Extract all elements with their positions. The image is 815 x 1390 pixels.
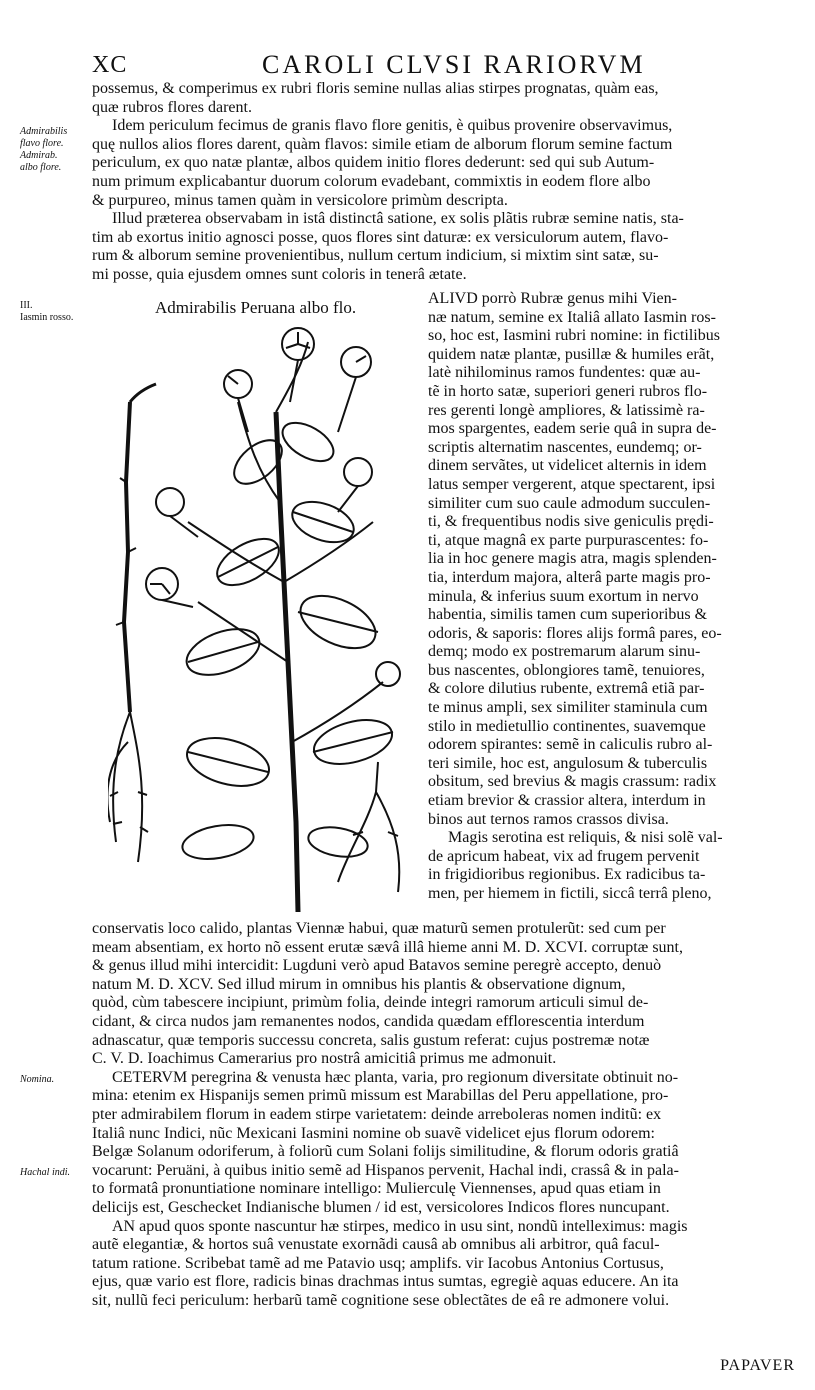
text-line: de apricum habeat, vix ad frugem pervenit <box>428 847 700 865</box>
margin-note-line: Admirabilis <box>20 126 68 137</box>
text-line: Illud præterea observabam in istâ distinctâ satione, ex solis plãtis rubræ semine natis, sta- <box>112 210 684 228</box>
text-line: mina: etenim ex Hispanijs semen primũ missum est Marabillas del Peru appellatione, pro- <box>92 1087 669 1105</box>
text-line: odorem spirantes: semẽ in caliculis rubro al- <box>428 736 713 754</box>
text-line: ALIVD porrò Rubræ genus mihi Vien- <box>428 290 677 307</box>
text-line: tatum ratione. Scribebat tamẽ ad me Patavio usq; amplifs. vir Iacobus Antonius Cortusus, <box>92 1254 664 1272</box>
text-line: tia, interdum majora, alterâ parte magis pro- <box>428 568 711 586</box>
text-line: obsitum, sed brevius & magis crassum: radix <box>428 773 717 791</box>
text-line: latè nihilominus ramos fundentes: quæ au- <box>428 364 701 382</box>
text-line: Italiâ nunc Indici, nũc Mexicani Iasmini nomine ob suavẽ videlicet ejus florum odorem: <box>92 1124 655 1142</box>
page-header <box>92 50 792 84</box>
bottom-text-block <box>92 920 800 1310</box>
text-line: pter admirabilem florum in eadem stirpe varietatem: deinde arreboleras nomen inditũ: ex <box>92 1105 662 1123</box>
text-line: in frigidioribus regionibus. Ex radicibus ta- <box>428 866 706 884</box>
text-line: tẽ in horto satæ, superiori generi rubros flo- <box>428 382 708 400</box>
text-line: etiam brevior & crassior altera, interdum in <box>428 792 706 810</box>
text-line: C. V. D. Ioachimus Camerarius pro nostrâ amicitiâ primus me admonuit. <box>92 1050 557 1068</box>
plant-woodcut-illustration <box>108 322 408 920</box>
text-line: men, per hiemem in fictili, siccâ terrâ pleno, <box>428 885 712 902</box>
text-line: res gerenti longè ampliores, & latissimè ra- <box>428 401 705 419</box>
figure-caption: Admirabilis Peruana albo flo. <box>155 298 357 317</box>
text-line: CETERVM peregrina & venusta hæc planta, varia, pro regionum diversitate obtinuit no- <box>112 1068 679 1086</box>
margin-note-admirabilis <box>20 126 67 174</box>
right-column-text <box>428 290 794 904</box>
text-line: sit, nullũ feci periculum: herbarũ tamẽ cognitione sese oblectãtes de eâ re admonere volui. <box>92 1291 670 1309</box>
text-line: so, hoc est, Iasmini rubri nomine: in fictilibus <box>428 327 720 345</box>
text-line: bus nascentes, oblongiores tamẽ, tenuiores, <box>428 661 705 679</box>
text-line: ti, & frequentibus nodis sive geniculis prędi- <box>428 513 714 531</box>
margin-note-hachal: Hachal indi. <box>20 1167 70 1178</box>
margin-note-line: Iasmin rosso. <box>20 312 74 323</box>
text-line: latus semper vergerent, atque spectarent, ipsi <box>428 475 716 493</box>
text-line: demq; modo ex postremarum alarum sinu- <box>428 643 701 661</box>
margin-note-line: Admirab. <box>20 150 58 161</box>
text-line: & purpureo, minus tamen quàm in versicolore primùm descripta. <box>92 191 508 209</box>
text-line: similiter cum suo caule admodum succulen- <box>428 494 711 512</box>
text-line: stilo in medietullio continentes, suavemque <box>428 717 706 735</box>
text-line: teri simile, hoc est, angulosum & tuberculis <box>428 754 708 772</box>
text-line: minula, & inferius suum exortum in nervo <box>428 587 699 605</box>
text-line: num primum explicabantur duorum colorum evadebant, commixtis in eodem flore albo <box>92 172 651 190</box>
text-line: & genus illud mihi intercidit: Lugduni verò apud Batavos semine peregrè accepto, denuò <box>92 957 662 975</box>
text-line: quę nullos alios flores darent, quàm flavos: simile etiam de alborum florum semine factum <box>92 135 673 153</box>
text-line: meam absentiam, ex horto nõ essent erutæ sævâ illâ hieme anni M. D. XCVI. corruptæ sunt, <box>92 938 683 956</box>
margin-note-nomina: Nomina. <box>20 1074 55 1085</box>
text-line: adnascatur, quæ temporis successu concreta, salis gustum referat: cujus postremæ notæ <box>92 1031 650 1049</box>
text-line: dinem servãtes, ut videlicet alternis in idem <box>428 457 707 475</box>
text-line: AN apud quos sponte nascuntur hæ stirpes, medico in usu sint, nondũ intelleximus: magis <box>112 1217 688 1235</box>
text-line: quòd, cùm tabescere incipiunt, primùm folia, deinde integri ramorum articuli simul de- <box>92 994 649 1012</box>
text-line: cidant, & circa nudos jam remanentes nodos, candida quædam efflorescentia interdum <box>92 1012 645 1030</box>
text-line: binos aut ternos ramos crassos divisa. <box>428 810 669 828</box>
margin-note-line: III. <box>20 300 33 311</box>
text-line: delicijs est, Geschecket Indianische blumen / id est, versicolores Indicos flores nuncupant. <box>92 1198 670 1216</box>
margin-note-iasmin <box>20 300 73 324</box>
top-text-block <box>92 80 792 285</box>
text-line: & colore dilutius rubente, extremâ etiã par- <box>428 680 705 698</box>
text-line: vocarunt: Peruäni, à quibus initio semẽ ad Hispanos pervenit, Hachal indi, crassâ & in pala- <box>92 1161 679 1179</box>
text-line: natum M. D. XCV. Sed illud mirum in omnibus his plantis & observatione dignum, <box>92 975 626 993</box>
margin-note-line: albo flore. <box>20 162 62 173</box>
text-line: quæ rubros flores darent. <box>92 98 252 116</box>
text-line: possemus, & comperimus ex rubri floris semine nullas alias stirpes prognatas, quàm eas, <box>92 80 659 97</box>
page-number: XC <box>92 52 128 78</box>
text-line: te minus ampli, sex similiter staminula cum <box>428 699 708 717</box>
text-line: odoris, & saporis: flores alijs formâ pares, eo- <box>428 624 722 642</box>
text-line: lia in hoc genere magis atra, magis splenden- <box>428 550 717 568</box>
catchword: PAPAVER <box>720 1357 795 1374</box>
text-line: quidem natæ plantæ, pusillæ & humiles erãt, <box>428 345 715 363</box>
text-line: mi posse, quia ejusdem omnes sunt coloris in tenerâ ætate. <box>92 265 467 283</box>
text-line: periculum, ex quo natæ plantæ, albos quidem initio flores dederunt: sed qui sub Autum- <box>92 154 655 172</box>
text-line: Idem periculum fecimus de granis flavo flore genitis, è quibus provenire observavimus, <box>112 117 673 135</box>
text-line: ti, atque magnâ ex parte purpurascentes: fo- <box>428 531 709 549</box>
text-line: habentia, similis tamen cum superioribus & <box>428 606 708 624</box>
text-line: mos spargentes, eadem serie quâ in supra de- <box>428 420 717 438</box>
text-line: scriptis alternatim nascentes, eundemq; or- <box>428 438 702 456</box>
text-line: autẽ elegantiæ, & hortos suâ venustate exornãdi causâ ab omnibus ali arbitror, quâ facul- <box>92 1236 660 1254</box>
text-line: rum & alborum semine provenientibus, nullum certum indicium, si mixtim sint satæ, su- <box>92 247 659 265</box>
margin-note-line: flavo flore. <box>20 138 64 149</box>
text-line: tim ab exortus initio agnosci posse, quos flores sint daturæ: ex versiculorum autem, flavo- <box>92 228 669 246</box>
text-line: næ natum, semine ex Italiâ allato Iasmin ros- <box>428 308 716 326</box>
text-line: Magis serotina est reliquis, & nisi solẽ val- <box>448 829 723 847</box>
text-line: to formatâ pronuntiatione nominare intelligo: Mulierculę Viennenses, apud quas etiam in <box>92 1180 661 1198</box>
running-title: CAROLI CLVSI RARIORVM <box>262 50 646 79</box>
text-line: conservatis loco calido, plantas Viennæ habui, quæ maturũ semen protulerũt: sed cum per <box>92 920 666 937</box>
text-line: Belgæ Solanum odoriferum, à foliorũ cum Solani folijs similitudine, & florum odoris gratiâ <box>92 1143 679 1161</box>
text-line: ejus, quæ vario est flore, radicis binas drachmas intus sumtas, egregiè aquas educere. An ita <box>92 1273 679 1291</box>
